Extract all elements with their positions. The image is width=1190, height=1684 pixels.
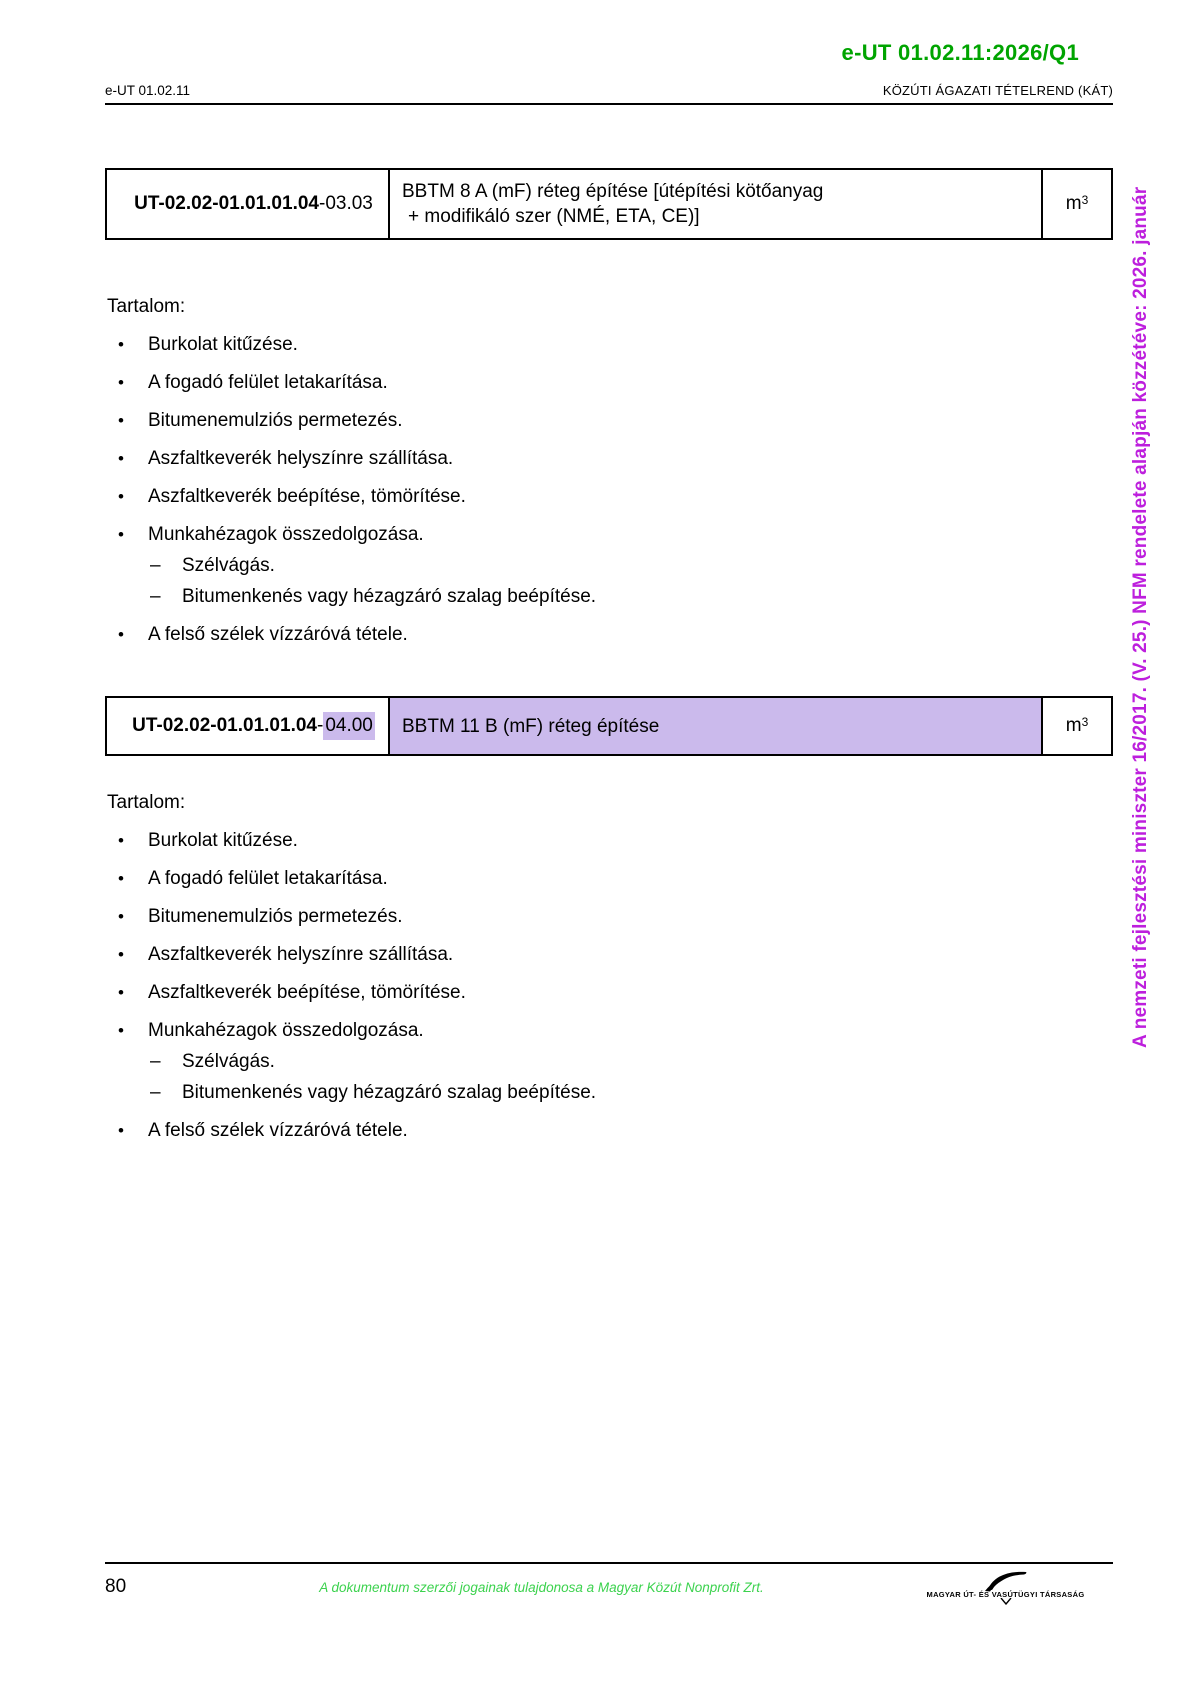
spec-table-1: [105, 168, 1113, 240]
org-logo: [898, 1570, 1113, 1605]
code-cell: [107, 698, 388, 754]
list-marker-icon: •: [118, 335, 124, 354]
list-item: [105, 624, 1113, 646]
list-marker-icon: •: [118, 525, 124, 544]
list-item: [105, 555, 1113, 577]
item-code-number-highlighted: 04.00: [323, 712, 375, 740]
list-item: [105, 1082, 1113, 1104]
publication-side-note-text: A nemzeti fejlesztési miniszter 16/2017. (V. 25.) NFM rendelete alapján közzétéve: 2026. január: [1130, 186, 1151, 1048]
list-marker-icon: •: [118, 983, 124, 1002]
list-marker-icon: –: [150, 555, 161, 576]
list-item: [105, 372, 1113, 394]
list-item: [105, 334, 1113, 356]
spec-item-section-2: [105, 696, 1113, 1142]
spec-item-section-1: [105, 168, 1113, 646]
list-item: [105, 906, 1113, 928]
spec-table-2: [105, 696, 1113, 756]
list-marker-icon: •: [118, 487, 124, 506]
list-item: [105, 1120, 1113, 1142]
list-item-text: Bitumenkenés vagy hézagzáró szalag beépítése.: [182, 1082, 597, 1103]
list-item-text: Szélvágás.: [182, 555, 275, 576]
description-line-2: + modifikáló szer (NMÉ, ETA, CE)]: [408, 206, 700, 227]
list-item: [105, 586, 1113, 608]
list-marker-icon: •: [118, 945, 124, 964]
list-item-text: A felső szélek vízzáróvá tétele.: [148, 624, 408, 645]
list-item: [105, 944, 1113, 966]
unit-cell: m 3: [1041, 698, 1111, 754]
list-marker-icon: •: [118, 449, 124, 468]
list-item-text: Munkahézagok összedolgozása.: [148, 524, 424, 545]
code-cell: [107, 170, 388, 238]
list-item: [105, 410, 1113, 432]
list-marker-icon: •: [118, 373, 124, 392]
page-number: 80: [105, 1576, 127, 1597]
list-item: [105, 868, 1113, 890]
list-item: [105, 1051, 1113, 1073]
content-label: Tartalom:: [107, 792, 186, 813]
list-marker-icon: –: [150, 1051, 161, 1072]
list-item-text: A fogadó felület letakarítása.: [148, 868, 388, 889]
header-doc-code: e-UT 01.02.11: [105, 83, 191, 98]
description-cell: [388, 170, 1041, 238]
page-content: [105, 0, 1113, 1142]
list-marker-icon: –: [150, 586, 161, 607]
chevron-down-icon: [1000, 1598, 1012, 1605]
item-code-prefix: UT-02.02-01.01.01.04: [134, 193, 319, 214]
list-item-text: Aszfaltkeverék helyszínre szállítása.: [148, 448, 454, 469]
org-logo-text: MAGYAR ÚT- ÉS VASÚTÜGYI TÁRSASÁG: [926, 1590, 1085, 1599]
list-item: [105, 1020, 1113, 1042]
list-item-text: A fogadó felület letakarítása.: [148, 372, 388, 393]
list-item-text: Burkolat kitűzése.: [148, 334, 298, 355]
header-section-title: KÖZÚTI ÁGAZATI TÉTELREND (KÁT): [882, 83, 1113, 98]
list-item-text: Aszfaltkeverék beépítése, tömörítése.: [148, 982, 466, 1003]
item-code-prefix: UT-02.02-01.01.01.04: [132, 715, 317, 736]
unit-cell: m 3: [1041, 170, 1111, 238]
description-line-1: BBTM 8 A (mF) réteg építése [útépítési kötőanyag: [402, 181, 824, 202]
list-item-text: Aszfaltkeverék helyszínre szállítása.: [148, 944, 454, 965]
list-marker-icon: –: [150, 1082, 161, 1103]
item-code-separator: -: [316, 715, 324, 736]
publication-side-note: [1124, 160, 1162, 1048]
list-item: [105, 486, 1113, 508]
list-item-text: Szélvágás.: [182, 1051, 275, 1072]
page-footer: [105, 1562, 1113, 1605]
list-marker-icon: •: [118, 831, 124, 850]
list-item-text: A felső szélek vízzáróvá tétele.: [148, 1120, 408, 1141]
page-header: [105, 83, 1113, 105]
list-item-text: Aszfaltkeverék beépítése, tömörítése.: [148, 486, 466, 507]
unit-base: m: [1065, 193, 1082, 214]
description-cell-highlighted: [388, 698, 1041, 754]
list-item-text: Bitumenkenés vagy hézagzáró szalag beépítése.: [182, 586, 597, 607]
list-item-text: Burkolat kitűzése.: [148, 830, 298, 851]
unit-base: m: [1065, 715, 1082, 736]
list-marker-icon: •: [118, 869, 124, 888]
list-marker-icon: •: [118, 625, 124, 644]
list-marker-icon: •: [118, 1021, 124, 1040]
list-marker-icon: •: [118, 1121, 124, 1140]
list-item: [105, 448, 1113, 470]
list-marker-icon: •: [118, 907, 124, 926]
item-code-number: 03.03: [325, 193, 373, 214]
list-item: [105, 982, 1113, 1004]
description-line-1: BBTM 11 B (mF) réteg építése: [402, 715, 660, 737]
content-label: Tartalom:: [107, 296, 186, 317]
content-list: [105, 830, 1113, 1142]
list-item: [105, 830, 1113, 852]
copyright-text: A dokumentum szerzői jogainak tulajdonosa a Magyar Közút Nonprofit Zrt.: [319, 1580, 764, 1595]
item-code-separator: -: [318, 193, 326, 214]
list-item: [105, 524, 1113, 546]
list-item-text: Bitumenemulziós permetezés.: [148, 906, 403, 927]
doc-version-title: e-UT 01.02.11:2026/Q1: [841, 40, 1079, 65]
list-marker-icon: •: [118, 411, 124, 430]
list-item-text: Munkahézagok összedolgozása.: [148, 1020, 424, 1041]
road-swoosh-icon: [980, 1570, 1032, 1592]
list-item-text: Bitumenemulziós permetezés.: [148, 410, 403, 431]
content-list: [105, 334, 1113, 646]
